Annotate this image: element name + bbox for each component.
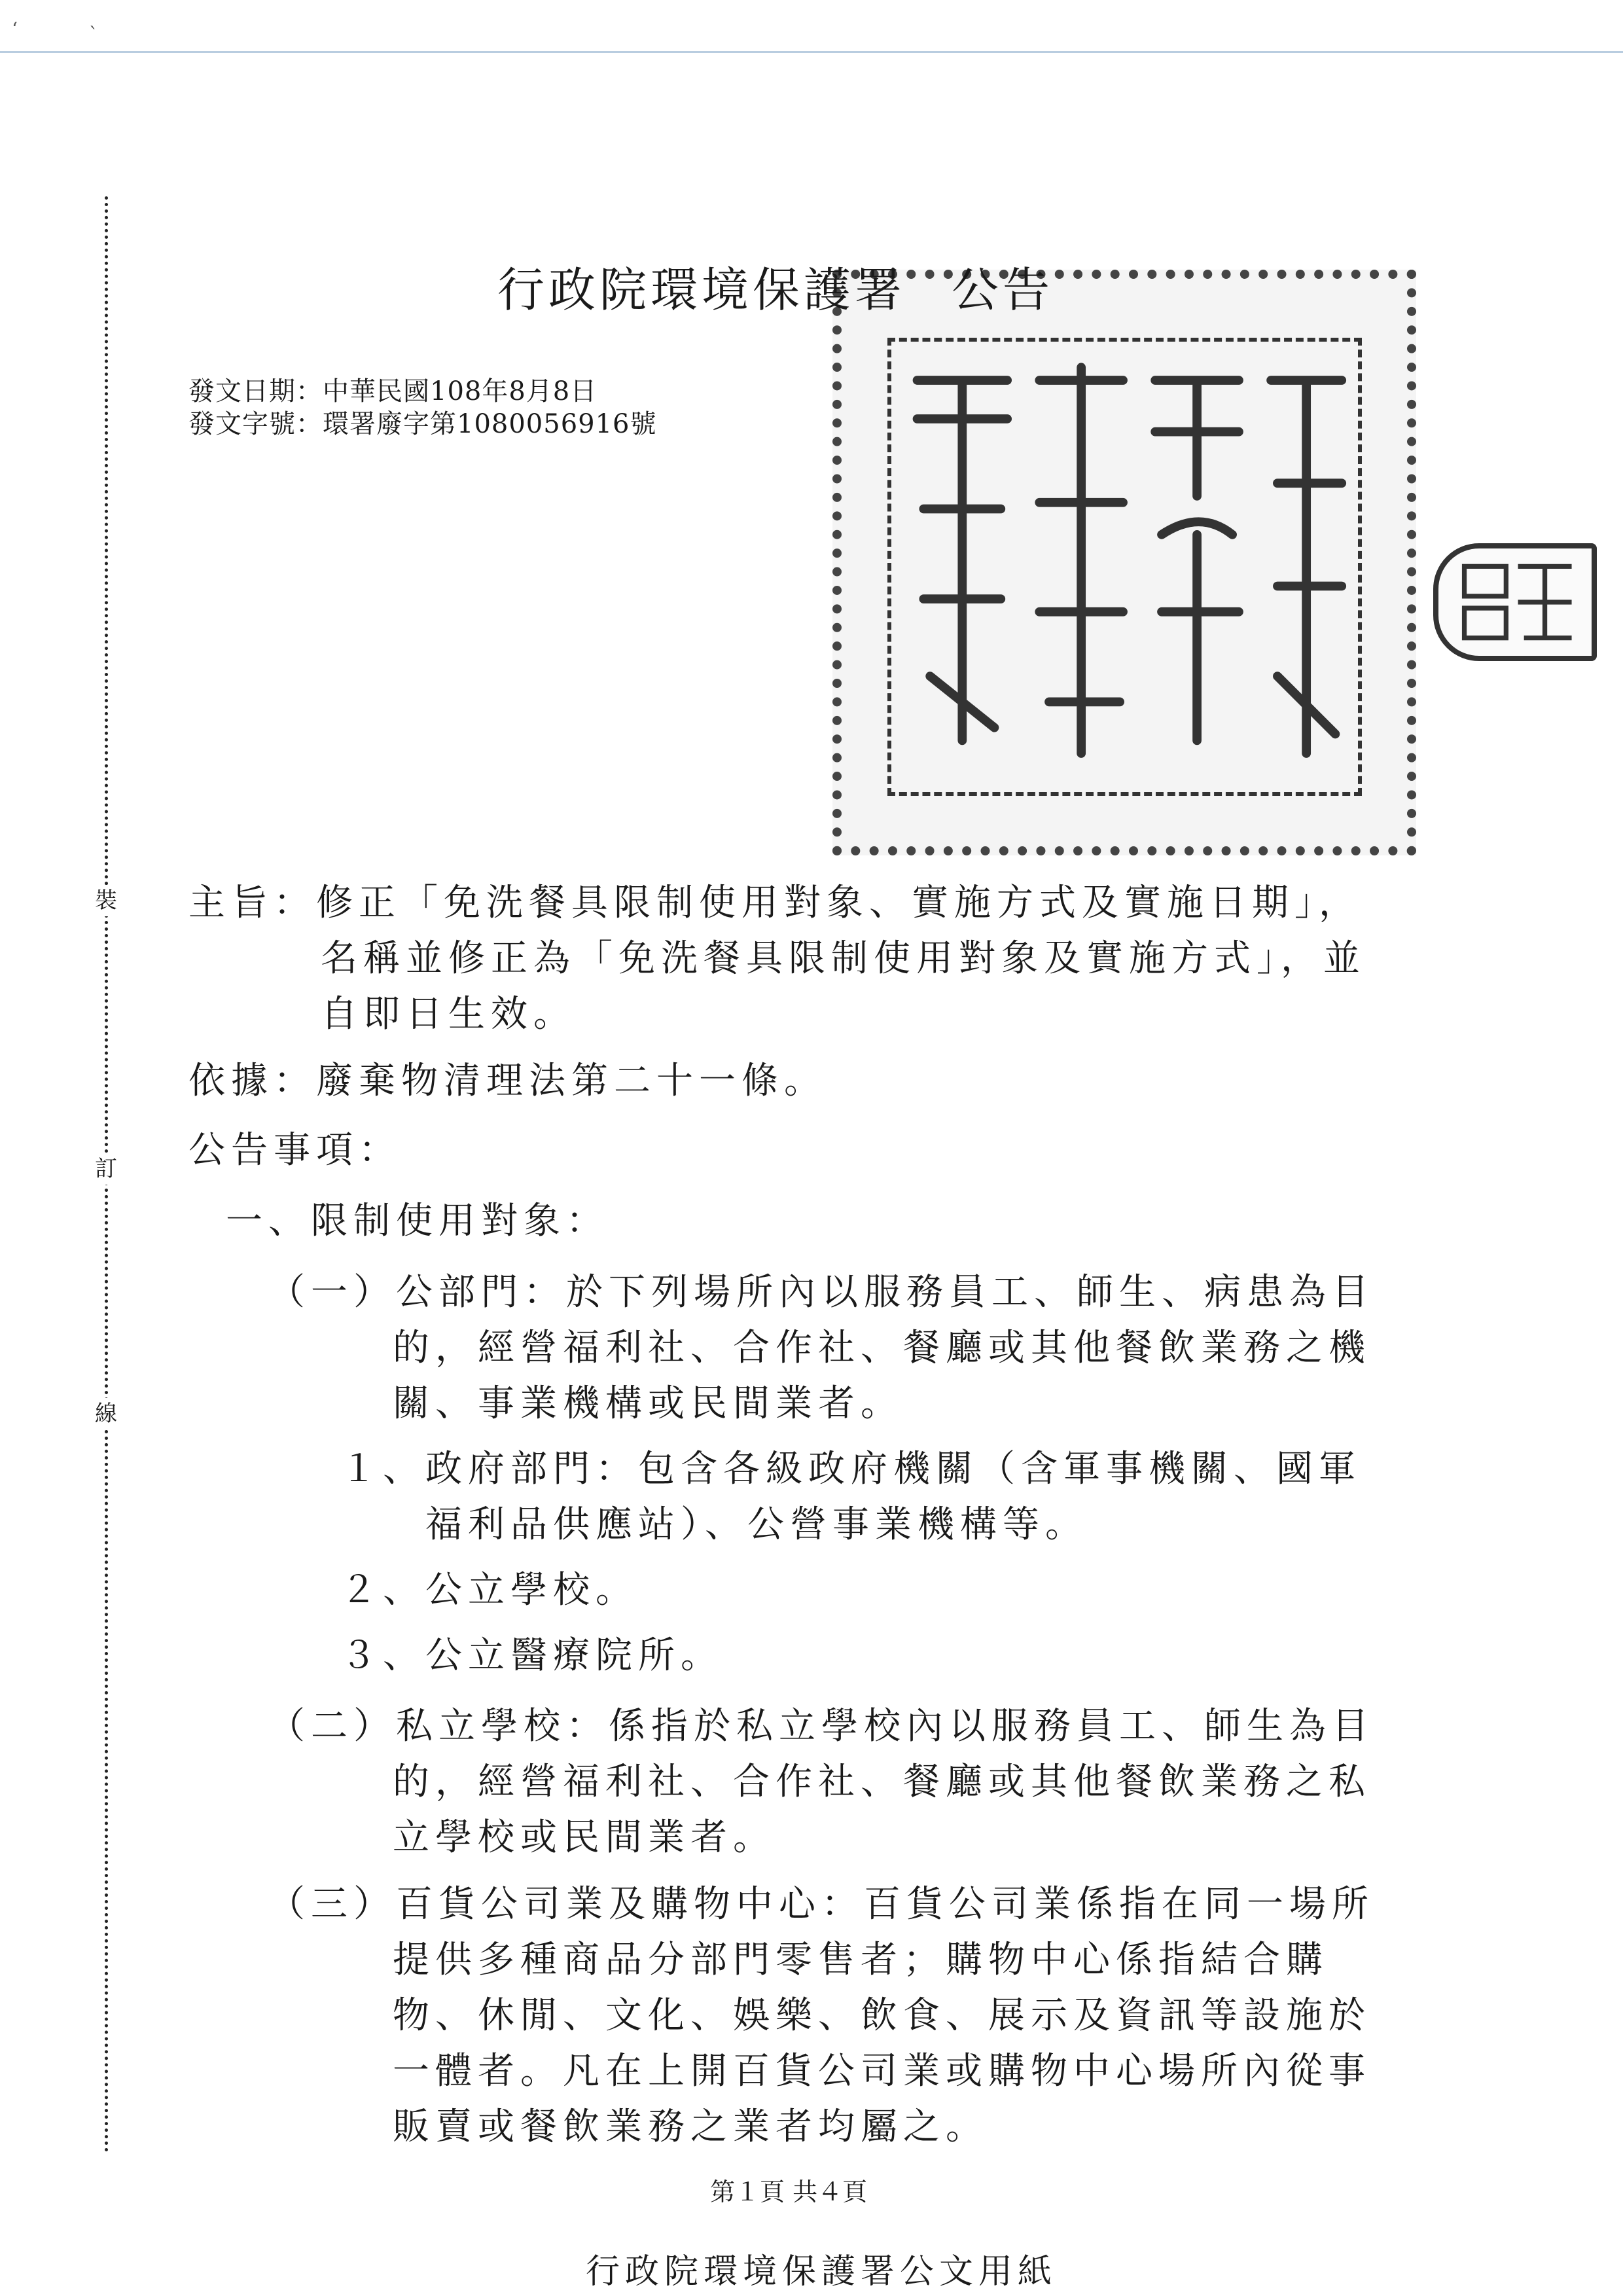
sub-3-line-4: 一體者。凡在上開百貨公司業或購物中心場所內從事: [393, 2050, 1371, 2092]
seal-glyphs: [891, 342, 1358, 792]
issuing-agency: 行政院環境保護署: [497, 262, 906, 317]
binding-char-ding: 訂: [90, 1153, 122, 1185]
binding-char-xian: 線: [90, 1398, 122, 1429]
sub-1-2: ２、公立學校。: [340, 1569, 638, 1611]
sub-2-line-3: 立學校或民間業者。: [393, 1816, 776, 1859]
sub-2-line-2: 的，經營福利社、合作社、餐廳或其他餐飲業務之私: [393, 1761, 1371, 1803]
notice-label: 公告: [952, 262, 1054, 317]
basis-line: 依據：廢棄物清理法第二十一條。: [188, 1060, 827, 1102]
scan-mark: `: [89, 24, 98, 45]
subject-line-2: 名稱並修正為「免洗餐具限制使用對象及實施方式」，並: [321, 937, 1366, 980]
subject-line-3: 自即日生效。: [321, 993, 576, 1035]
document-number: 發文字號：環署廢字第1080056916號: [188, 409, 657, 439]
sub-1-1-line-2: 福利品供應站）、公營事業機構等。: [425, 1503, 1088, 1546]
binding-char-zhuang: 裝: [90, 885, 122, 916]
scan-mark: ‘: [12, 18, 18, 40]
page-number: 第１頁 共４頁: [710, 2178, 868, 2206]
sub-3-line-1: （三）百貨公司業及購物中心：百貨公司業係指在同一場所: [268, 1883, 1374, 1926]
sub-1-3: ３、公立醫療院所。: [340, 1634, 723, 1677]
top-rule: [0, 51, 1623, 53]
issue-date: 發文日期：中華民國108年8月8日: [188, 376, 597, 406]
sub-1-line-3: 關、事業機構或民間業者。: [393, 1382, 903, 1425]
sub-1-1-line-1: １、政府部門：包含各級政府機關（含軍事機關、國軍: [340, 1448, 1361, 1490]
sub-2-line-1: （二）私立學校：係指於私立學校內以服務員工、師生為目: [268, 1705, 1374, 1748]
items-heading: 公告事項：: [188, 1129, 401, 1172]
sub-1-line-2: 的，經營福利社、合作社、餐廳或其他餐飲業務之機: [393, 1327, 1371, 1369]
section-1-heading: 一、限制使用對象：: [226, 1200, 609, 1242]
sub-3-line-5: 販賣或餐飲業務之業者均屬之。: [393, 2106, 988, 2148]
quality-seal-stamp: [1433, 543, 1597, 661]
sub-3-line-2: 提供多種商品分部門零售者；購物中心係指結合購: [393, 1939, 1329, 1981]
document-title: [497, 252, 1054, 320]
official-seal-stamp: [832, 270, 1416, 855]
sub-1-line-1: （一）公部門：於下列場所內以服務員工、師生、病患為目: [268, 1271, 1374, 1314]
letterhead-footer: 行政院環境保護署公文用紙: [586, 2252, 1058, 2291]
small-seal-glyphs: [1438, 548, 1592, 656]
subject-line-1: 主旨：修正「免洗餐具限制使用對象、實施方式及實施日期」，: [188, 882, 1361, 924]
sub-3-line-3: 物、休閒、文化、娛樂、飲食、展示及資訊等設施於: [393, 1994, 1371, 2037]
